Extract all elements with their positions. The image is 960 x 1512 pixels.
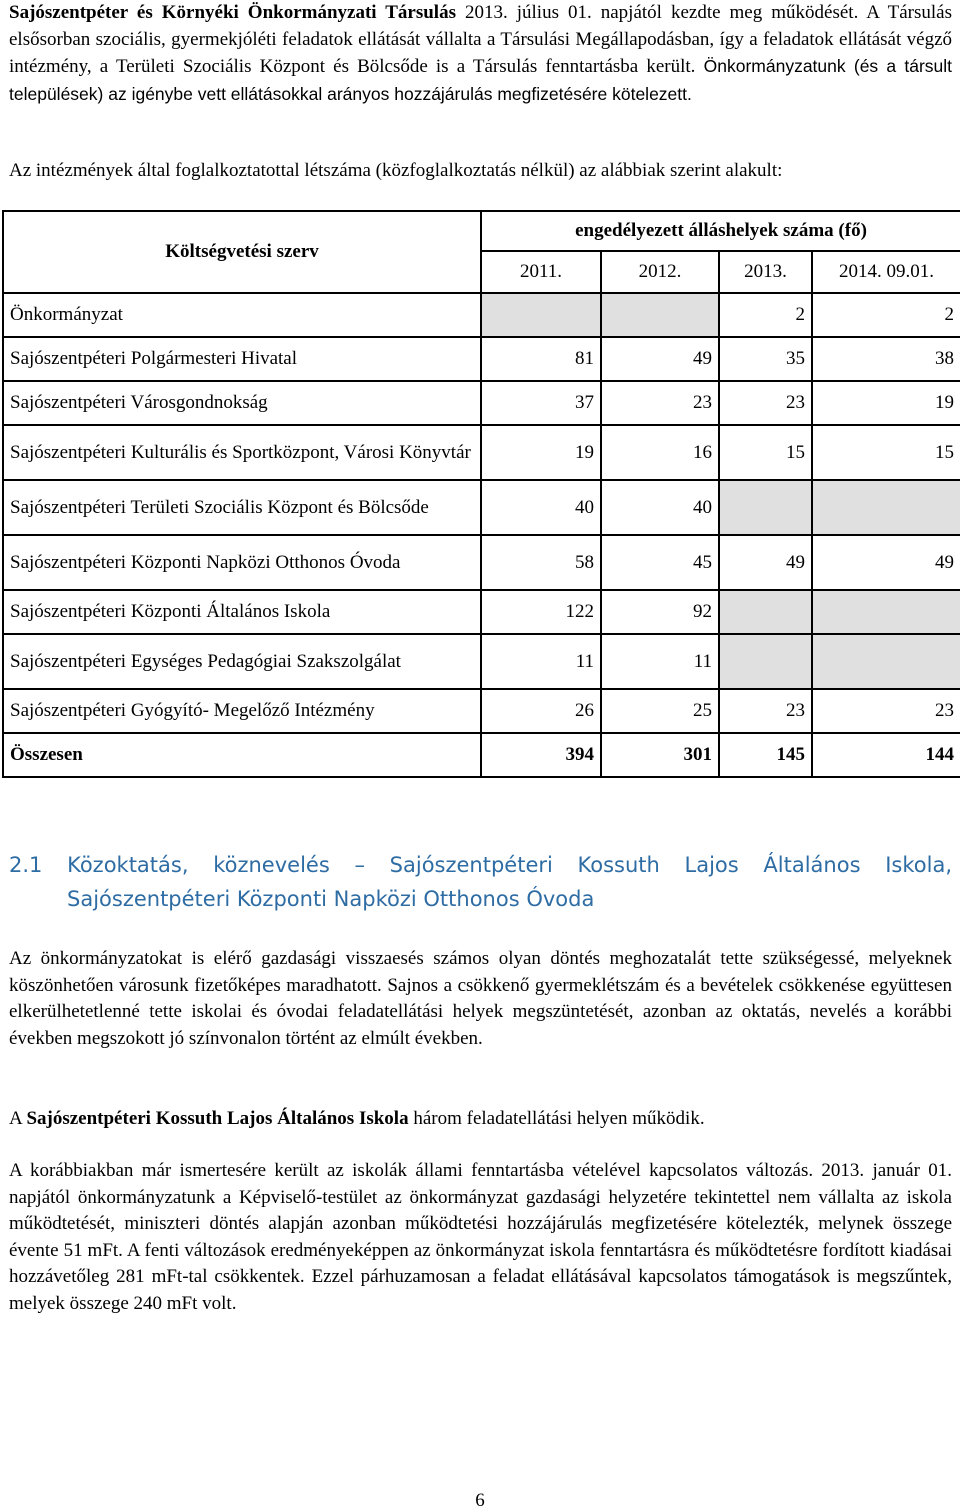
cell-value: 40 [481,480,601,535]
section-title-word: Iskola, [885,853,952,877]
total-value: 394 [481,733,601,777]
row-name: Sajószentpéteri Gyógyító- Megelőző Intézmény [3,689,481,733]
total-value: 144 [812,733,960,777]
cell-value [601,293,719,337]
table-row [3,337,960,381]
cell-value: 23 [601,381,719,425]
cell-value [812,590,960,634]
intro-text-2: Önkormányzatunk (és a társult települések) az igénybe vett ellátásokkal arányos hozzájárulás megfizetésére kötelezett. [9,56,953,104]
intro-text-1: 2013. július 01. napjától kezdte meg működését. A Társulás elsősorban szociális, gyermekjóléti feladatok ellátását vállalta a Társulási Megállapodásban, így a feladatok ellátását végző intézmény, a Területi Szociális Központ és Bölcsőde is a Társulás fenntartásba került. [9,2,952,77]
cell-value: 11 [601,634,719,689]
total-value: 145 [719,733,812,777]
cell-value: 16 [601,425,719,480]
col-group-header: engedélyezett álláshelyek száma (fő) [481,211,960,251]
section-title-word: Sajószentpéteri [389,853,553,877]
year-header: 2011. [481,251,601,293]
table-row [3,480,960,535]
row-name: Sajószentpéteri Központi Általános Iskola [3,590,481,634]
row-name: Sajószentpéteri Központi Napközi Otthonos Óvoda [3,535,481,590]
cell-value: 49 [812,535,960,590]
cell-value: 23 [812,689,960,733]
row-name: Sajószentpéteri Egységes Pedagógiai Szakszolgálat [3,634,481,689]
table-lead-text: Az intézmények által foglalkoztatottal létszáma (közfoglalkoztatás nélkül) az alábbiak szerint alakult: [9,160,783,181]
cell-value: 15 [812,425,960,480]
cell-value: 26 [481,689,601,733]
table-row [3,293,960,337]
cell-value: 49 [601,337,719,381]
section-title-word: – [354,853,365,877]
para2-post: három feladatellátási helyen működik. [408,1108,705,1129]
section-title-word: Kossuth [577,853,660,877]
cell-value: 35 [719,337,812,381]
table-row [3,425,960,480]
cell-value: 38 [812,337,960,381]
table-row [3,381,960,425]
cell-value: 40 [601,480,719,535]
cell-value: 19 [481,425,601,480]
cell-value: 122 [481,590,601,634]
page-number: 6 [475,1490,485,1511]
cell-value [481,293,601,337]
table-total-row [3,733,960,777]
year-header: 2014. 09.01. [812,251,960,293]
cell-value: 19 [812,381,960,425]
cell-value [719,634,812,689]
section-title-word: Közoktatás, [67,853,189,877]
staff-table [2,210,960,778]
cell-value: 81 [481,337,601,381]
cell-value: 49 [719,535,812,590]
cell-value: 23 [719,381,812,425]
total-value: 301 [601,733,719,777]
cell-value: 92 [601,590,719,634]
paragraph-3: A korábbiakban már ismertesére került az iskolák állami fenntartásba vételével kapcsolatos változás. 2013. január 01. napjától önkormányzatunk a Képviselő-testület az önkormányzat gazdasági helyzetére tekintettel nem vállalta az iskola működtetését, miniszteri döntés alapján azonban működtetési hozzájárulás megfizetésére kötelezték, melynek összege évente 51 mFt. A fenti változások eredményeképpen az önkormányzat iskola fenntartásra és működtetésre fordított kiadásai hozzávetőleg 281 mFt-tal csökkentek. Ezzel párhuzamosan a feladat ellátásával kapcsolatos támogatások is megszűntek, melyek összege 240 mFt volt. [9,1160,952,1314]
cell-value: 25 [601,689,719,733]
intro-paragraph [9,0,952,108]
row-name: Önkormányzat [3,293,481,337]
cell-value: 2 [719,293,812,337]
row-name: Sajószentpéteri Kulturális és Sportközpont, Városi Könyvtár [3,425,481,480]
cell-value: 58 [481,535,601,590]
section-heading [9,848,952,916]
table-row [3,689,960,733]
section-title-word: köznevelés [213,853,330,877]
year-header: 2013. [719,251,812,293]
row-name: Sajószentpéteri Területi Szociális Központ és Bölcsőde [3,480,481,535]
section-number: 2.1 [9,853,43,877]
section-title-word: Lajos [684,853,739,877]
section-title-word: Általános [763,853,861,877]
cell-value: 11 [481,634,601,689]
total-label: Összesen [3,733,481,777]
table-row [3,634,960,689]
row-name: Sajószentpéteri Városgondnokság [3,381,481,425]
cell-value: 45 [601,535,719,590]
row-name: Sajószentpéteri Polgármesteri Hivatal [3,337,481,381]
cell-value [812,480,960,535]
cell-value [812,634,960,689]
cell-value: 37 [481,381,601,425]
col-org-header: Költségvetési szerv [3,211,481,293]
section-title-line2: Sajószentpéteri Központi Napközi Otthonos Óvoda [67,887,595,911]
cell-value [719,590,812,634]
table-row [3,535,960,590]
para2-pre: A [9,1108,27,1129]
cell-value: 2 [812,293,960,337]
org-name: Sajószentpéter és Környéki Önkormányzati Társulás [9,2,456,23]
paragraph-2 [9,1106,952,1133]
cell-value: 23 [719,689,812,733]
year-header: 2012. [601,251,719,293]
table-row [3,590,960,634]
paragraph-1: Az önkormányzatokat is elérő gazdasági visszaesés számos olyan döntés meghozatalát tette szükségessé, melyeknek köszönhetően városunk fizetőképes maradhatott. Sajnos a csökkenő gyermeklétszám és a bevételek csökkenése együttesen elkerülhetetlenné tette iskolai és óvodai feladatellátási helyek megszüntetését, azonban az oktatás, nevelés a korábbi években megszokott jó színvonalon történt az elmúlt években. [9,948,952,1049]
cell-value [719,480,812,535]
school-name: Sajószentpéteri Kossuth Lajos Általános Iskola [26,1108,409,1129]
cell-value: 15 [719,425,812,480]
